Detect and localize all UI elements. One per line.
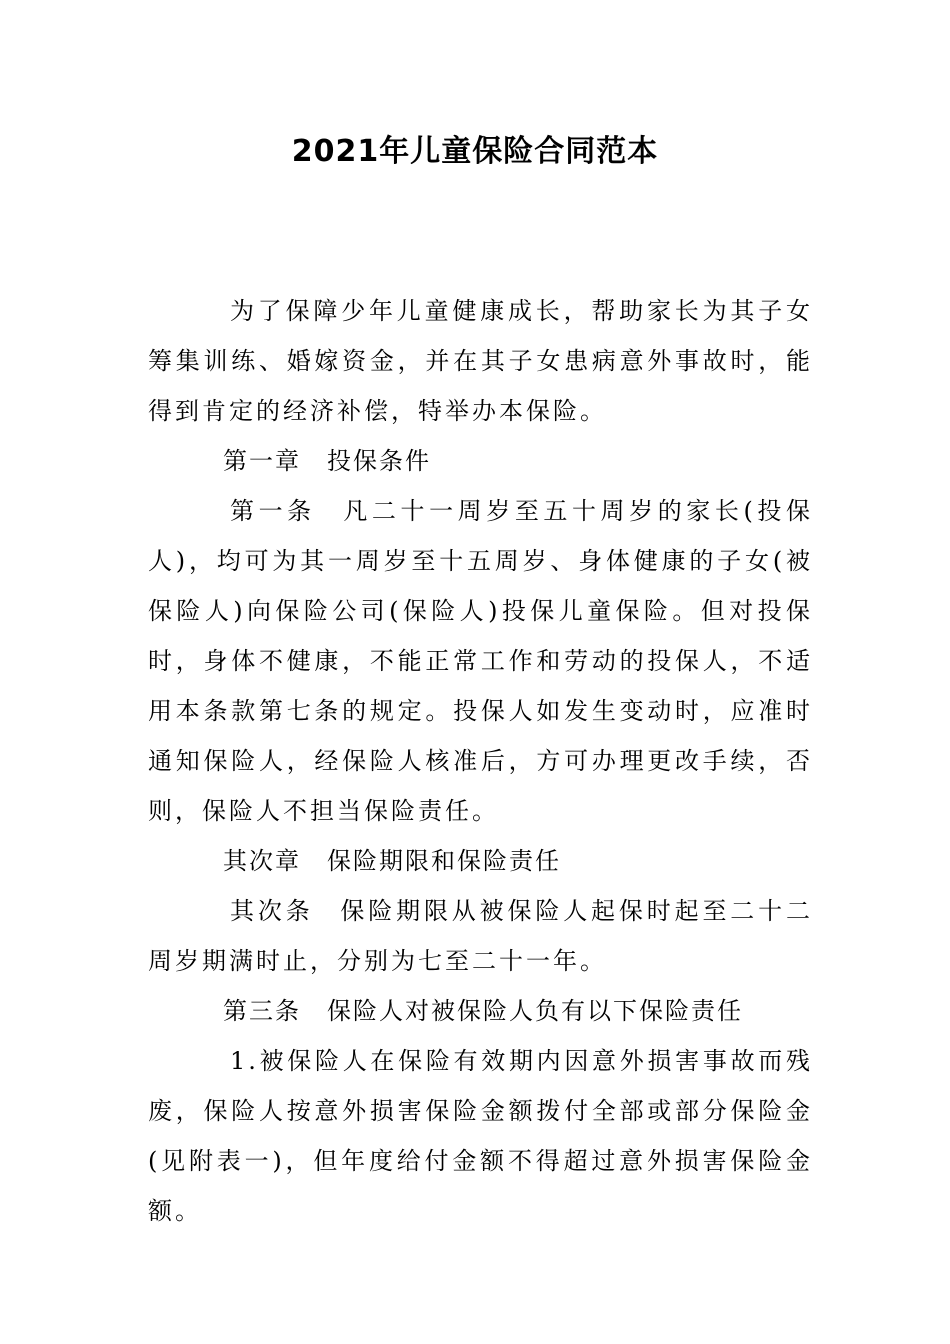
article-2-text: 保险期限从被保险人起保时起至二十二周岁期满时止，分别为七至二十一年。 [148,897,814,975]
article-3-text: 保险人对被保险人负有以下保险责任 [327,997,743,1025]
chapter-1-title: 投保条件 [327,447,431,475]
intro-paragraph: 为了保障少年儿童健康成长，帮助家长为其子女筹集训练、婚嫁资金，并在其子女患病意外事故时，能得到肯定的经济补偿，特举办本保险。 [148,297,813,425]
article-2-label: 其次条 [230,897,314,925]
chapter-1-label: 第一章 [223,447,301,475]
article-1-label: 第一条 [230,497,316,525]
item-1-paragraph: 1.被保险人在保险有效期内因意外损害事故而残废，保险人按意外损害保险金额拨付全部或部分保险金(见附表一)，但年度给付金额不得超过意外损害保险金额。 [148,1047,813,1225]
document-title: 2021年儿童保险合同范本 [291,134,659,169]
chapter-2-title: 保险期限和保险责任 [327,847,561,875]
article-2-paragraph [148,886,813,986]
document-body [148,286,813,1236]
chapter-2-heading [148,836,813,886]
article-3-label: 第三条 [223,997,301,1025]
chapter-1-heading [148,436,813,486]
chapter-2-label: 其次章 [223,847,301,875]
article-1-paragraph [148,486,813,836]
article-3-paragraph [148,986,813,1036]
article-1-text: 凡二十一周岁至五十周岁的家长(投保人)，均可为其一周岁至十五周岁、身体健康的子女(被保险人)向保险公司(保险人)投保儿童保险。但对投保时，身体不健康，不能正常工作和劳动的投保人，不适用本条款第七条的规定。投保人如发生变动时，应准时通知保险人，经保险人核准后，方可办理更改手续，否则，保险人不担当保险责任。 [148,497,813,825]
